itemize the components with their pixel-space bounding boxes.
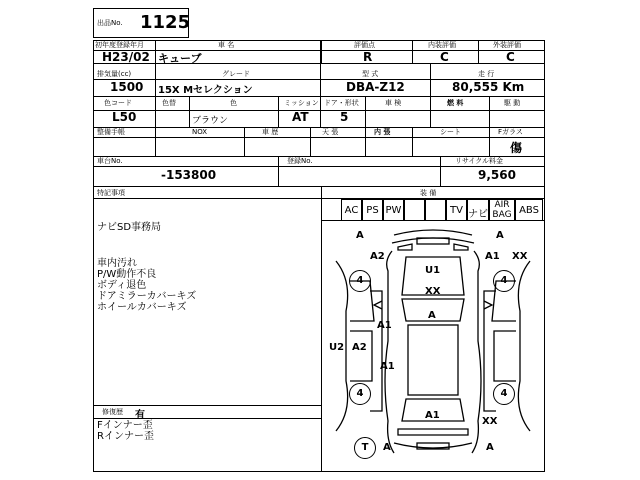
exterior-grade: C [506, 50, 515, 64]
equipment-ps: PS [362, 199, 383, 221]
repair-line: Rインナー歪 [97, 431, 154, 442]
seat-header: シート [440, 128, 461, 136]
car-name-header: 車 名 [218, 41, 235, 49]
repair-history-label: 修復歴 [102, 408, 123, 416]
displacement-header: 排気量(cc) [97, 70, 132, 78]
color-code-header: 色コード [104, 99, 132, 107]
equipment-header: 装 備 [420, 189, 437, 197]
mileage: 80,555 Km [452, 80, 525, 94]
equipment-airbag: AIR BAG [489, 199, 515, 221]
notes-header: 特記事項 [97, 189, 125, 197]
drive-header: 駆 動 [504, 99, 521, 107]
recycle-fee: 9,560 [478, 168, 516, 182]
tire-rear-left: 4 [349, 383, 371, 405]
equipment-blank-2 [425, 199, 446, 221]
grade: 15X Mセレクション [158, 85, 253, 96]
displacement: 1500 [110, 80, 144, 94]
mileage-header: 走 行 [478, 70, 495, 78]
tire-rear-right: 4 [493, 383, 515, 405]
chassis-number: -153800 [161, 168, 217, 182]
mark-rear-glass: A1 [425, 410, 440, 421]
score-header: 評価点 [354, 41, 375, 49]
reg-date-header: 初年度登録年月 [95, 41, 144, 49]
note-line: 車内汚れ [97, 258, 137, 269]
mark-hood-u: U1 [425, 265, 441, 276]
mark-side-left-u: U2 [329, 342, 345, 353]
mark-fender-right-extra: XX [512, 251, 528, 262]
model-code: DBA-Z12 [346, 80, 405, 94]
mission: AT [292, 110, 309, 124]
equipment-pw: PW [383, 199, 404, 221]
mark-bottom-right: A [486, 442, 494, 453]
manual-header: 整備手帳 [97, 128, 125, 136]
interior-grade: C [440, 50, 449, 64]
note-line: ドアミラーカバーキズ [97, 291, 197, 302]
inspection-header: 車 検 [385, 99, 402, 107]
equipment-tv: TV [446, 199, 467, 221]
exterior-grade-header: 外装評価 [493, 41, 521, 49]
equipment-navi: ナビ [467, 199, 489, 221]
mark-rear-right: XX [482, 416, 498, 427]
color-code: L50 [112, 110, 137, 124]
mission-header: ミッション [284, 99, 319, 107]
tire-front-right: 4 [493, 270, 515, 292]
color-header: 色 [230, 99, 237, 107]
lot-number-label: 出品No. [97, 19, 123, 27]
color-name: ブラウン [192, 116, 229, 126]
equipment-ac: AC [341, 199, 362, 221]
note-line: P/W動作不良 [97, 269, 157, 280]
equipment-abs: ABS [515, 199, 543, 221]
mark-door-rear-left: A1 [380, 361, 395, 372]
mark-front-left: A [356, 230, 364, 241]
note-line: ボディ退色 [97, 280, 147, 291]
front-glass-condition: 傷 [510, 141, 523, 155]
chassis-header: 車台No. [97, 157, 123, 165]
reg-date: H23/02 [102, 50, 150, 64]
recycle-fee-header: リサイクル料金 [455, 157, 504, 165]
score: R [363, 50, 373, 64]
roof-lining-header: 天 張 [322, 128, 339, 136]
grade-header: グレード [222, 70, 250, 78]
mark-side-left-a: A2 [352, 342, 367, 353]
front-glass-header: Fガラス [498, 128, 523, 136]
history-header: 車 歴 [262, 128, 279, 136]
inner-lining-header: 内 張 [374, 128, 391, 136]
mark-hood-xx: XX [425, 286, 441, 297]
lot-number: 1125 [140, 12, 191, 33]
tire-spare: T [354, 437, 376, 459]
mark-door-front-left: A1 [377, 320, 392, 331]
tire-front-left: 4 [349, 270, 371, 292]
mark-windshield: A [428, 310, 436, 321]
car-name: キューブ [158, 52, 202, 65]
dealer-note: ナビSD事務局 [97, 222, 162, 233]
color-change-header: 色替 [162, 99, 176, 107]
repair-line: Fインナー歪 [97, 420, 153, 431]
lot-number-box [93, 8, 189, 38]
registration-header: 登録No. [287, 157, 313, 165]
mark-front-right: A [496, 230, 504, 241]
mark-bottom-left: A [383, 442, 391, 453]
mark-fender-right: A1 [485, 251, 500, 262]
doors: 5 [340, 110, 349, 124]
interior-grade-header: 内装評価 [428, 41, 456, 49]
mark-fender-left: A2 [370, 251, 385, 262]
note-line: ホイールカバーキズ [97, 302, 187, 313]
nox-header: NOX [192, 128, 208, 136]
repair-history-value: 有 [135, 410, 145, 421]
fuel-header: 燃 料 [447, 99, 464, 107]
equipment-blank-1 [404, 199, 425, 221]
door-header: ドア・形状 [324, 99, 359, 107]
model-code-header: 型 式 [362, 70, 379, 78]
